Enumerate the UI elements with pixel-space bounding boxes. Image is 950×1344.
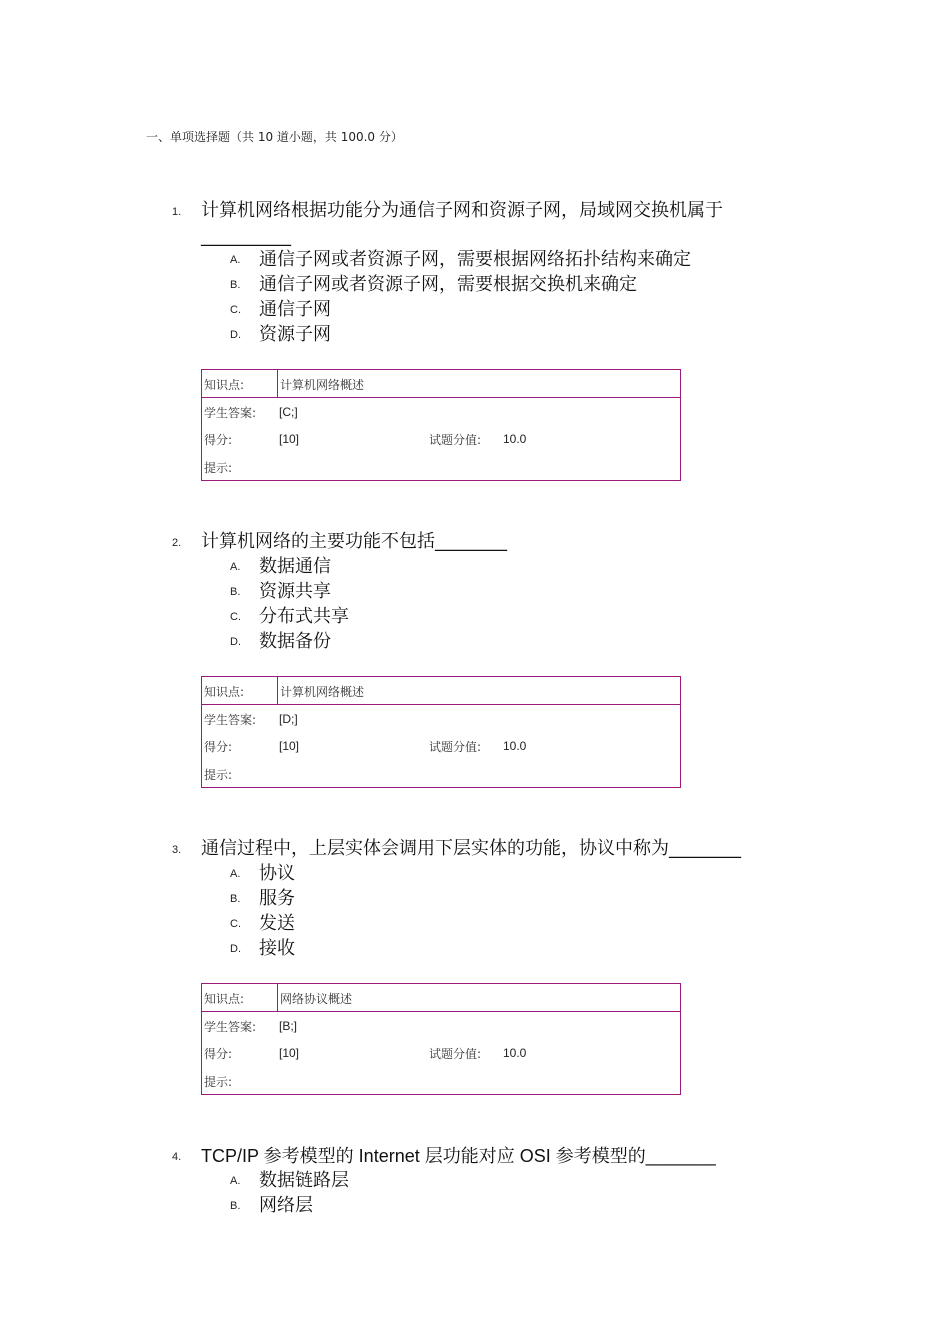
option-text: 通信子网或者资源子网，需要根据交换机来确定 bbox=[259, 274, 637, 295]
knowledge-value: 计算机网络概述 bbox=[280, 378, 365, 392]
option-text: 通信子网 bbox=[259, 299, 331, 320]
student-answer-value: [C;] bbox=[279, 405, 298, 419]
student-answer-value: [B;] bbox=[279, 1019, 298, 1033]
option-b[interactable] bbox=[0, 887, 700, 912]
option-letter: A. bbox=[230, 561, 241, 573]
score-value: [10] bbox=[279, 432, 300, 446]
option-text: 数据备份 bbox=[259, 631, 331, 652]
option-text: 资源共享 bbox=[259, 581, 331, 602]
question-value: 10.0 bbox=[503, 739, 527, 753]
option-letter: B. bbox=[230, 279, 241, 291]
option-text: 服务 bbox=[259, 888, 295, 909]
question-text: 计算机网络根据功能分为通信子网和资源子网，局域网交换机属于__________ bbox=[201, 200, 723, 247]
student-answer-label: 学生答案: bbox=[204, 1020, 257, 1034]
option-b[interactable] bbox=[0, 1194, 700, 1219]
option-c[interactable] bbox=[0, 298, 700, 323]
option-text: 网络层 bbox=[259, 1195, 313, 1216]
score-label: 得分: bbox=[204, 433, 233, 447]
question-number: 3. bbox=[172, 844, 182, 856]
answer-info-box bbox=[201, 983, 681, 1095]
divider bbox=[277, 984, 278, 1011]
student-answer-value: [D;] bbox=[279, 712, 298, 726]
option-a[interactable] bbox=[0, 555, 700, 580]
option-letter: D. bbox=[230, 636, 241, 648]
option-letter: C. bbox=[230, 611, 241, 623]
knowledge-label: 知识点: bbox=[204, 992, 245, 1006]
option-text: 通信子网或者资源子网，需要根据网络拓扑结构来确定 bbox=[259, 249, 691, 270]
answer-info-box bbox=[201, 676, 681, 788]
divider bbox=[277, 370, 278, 397]
option-letter: C. bbox=[230, 304, 241, 316]
knowledge-row bbox=[202, 984, 680, 1012]
hint-label: 提示: bbox=[204, 461, 233, 475]
divider bbox=[277, 677, 278, 704]
option-b[interactable] bbox=[0, 580, 700, 605]
hint-label: 提示: bbox=[204, 768, 233, 782]
option-text: 数据链路层 bbox=[259, 1170, 349, 1191]
section-title: 一、单项选择题（共 10 道小题，共 100.0 分） bbox=[146, 130, 403, 144]
option-letter: B. bbox=[230, 893, 241, 905]
option-d[interactable] bbox=[0, 323, 700, 348]
option-a[interactable] bbox=[0, 862, 700, 887]
option-c[interactable] bbox=[0, 912, 700, 937]
option-text: 分布式共享 bbox=[259, 606, 349, 627]
option-a[interactable] bbox=[0, 1169, 700, 1194]
question-value-label: 试题分值: bbox=[429, 740, 482, 754]
question-value-label: 试题分值: bbox=[429, 433, 482, 447]
option-letter: A. bbox=[230, 254, 241, 266]
score-value: [10] bbox=[279, 739, 300, 753]
student-answer-label: 学生答案: bbox=[204, 406, 257, 420]
option-letter: B. bbox=[230, 586, 241, 598]
knowledge-label: 知识点: bbox=[204, 378, 245, 392]
knowledge-label: 知识点: bbox=[204, 685, 245, 699]
question-value: 10.0 bbox=[503, 432, 527, 446]
option-letter: D. bbox=[230, 329, 241, 341]
question-text: 计算机网络的主要功能不包括________ bbox=[201, 531, 507, 552]
hint-label: 提示: bbox=[204, 1075, 233, 1089]
option-letter: D. bbox=[230, 943, 241, 955]
option-d[interactable] bbox=[0, 937, 700, 962]
option-letter: B. bbox=[230, 1200, 241, 1212]
option-text: 发送 bbox=[259, 913, 295, 934]
option-text: 协议 bbox=[259, 863, 295, 884]
knowledge-value: 网络协议概述 bbox=[280, 992, 353, 1006]
question-number: 2. bbox=[172, 537, 182, 549]
score-label: 得分: bbox=[204, 1047, 233, 1061]
option-text: 资源子网 bbox=[259, 324, 331, 345]
question-value: 10.0 bbox=[503, 1046, 527, 1060]
knowledge-value: 计算机网络概述 bbox=[280, 685, 365, 699]
option-b[interactable] bbox=[0, 273, 700, 298]
option-c[interactable] bbox=[0, 605, 700, 630]
question-number: 1. bbox=[172, 206, 182, 218]
option-letter: A. bbox=[230, 868, 241, 880]
question-text: TCP/IP 参考模型的 Internet 层功能对应 OSI 参考模型的_______ bbox=[201, 1146, 716, 1166]
option-text: 接收 bbox=[259, 938, 295, 959]
option-letter: C. bbox=[230, 918, 241, 930]
score-value: [10] bbox=[279, 1046, 300, 1060]
option-letter: A. bbox=[230, 1175, 241, 1187]
option-text: 数据通信 bbox=[259, 556, 331, 577]
question-value-label: 试题分值: bbox=[429, 1047, 482, 1061]
option-a[interactable] bbox=[0, 248, 700, 273]
score-label: 得分: bbox=[204, 740, 233, 754]
option-d[interactable] bbox=[0, 630, 700, 655]
knowledge-row bbox=[202, 677, 680, 705]
student-answer-label: 学生答案: bbox=[204, 713, 257, 727]
question-text: 通信过程中，上层实体会调用下层实体的功能，协议中称为________ bbox=[201, 838, 741, 859]
knowledge-row bbox=[202, 370, 680, 398]
answer-info-box bbox=[201, 369, 681, 481]
question-number: 4. bbox=[172, 1151, 182, 1163]
